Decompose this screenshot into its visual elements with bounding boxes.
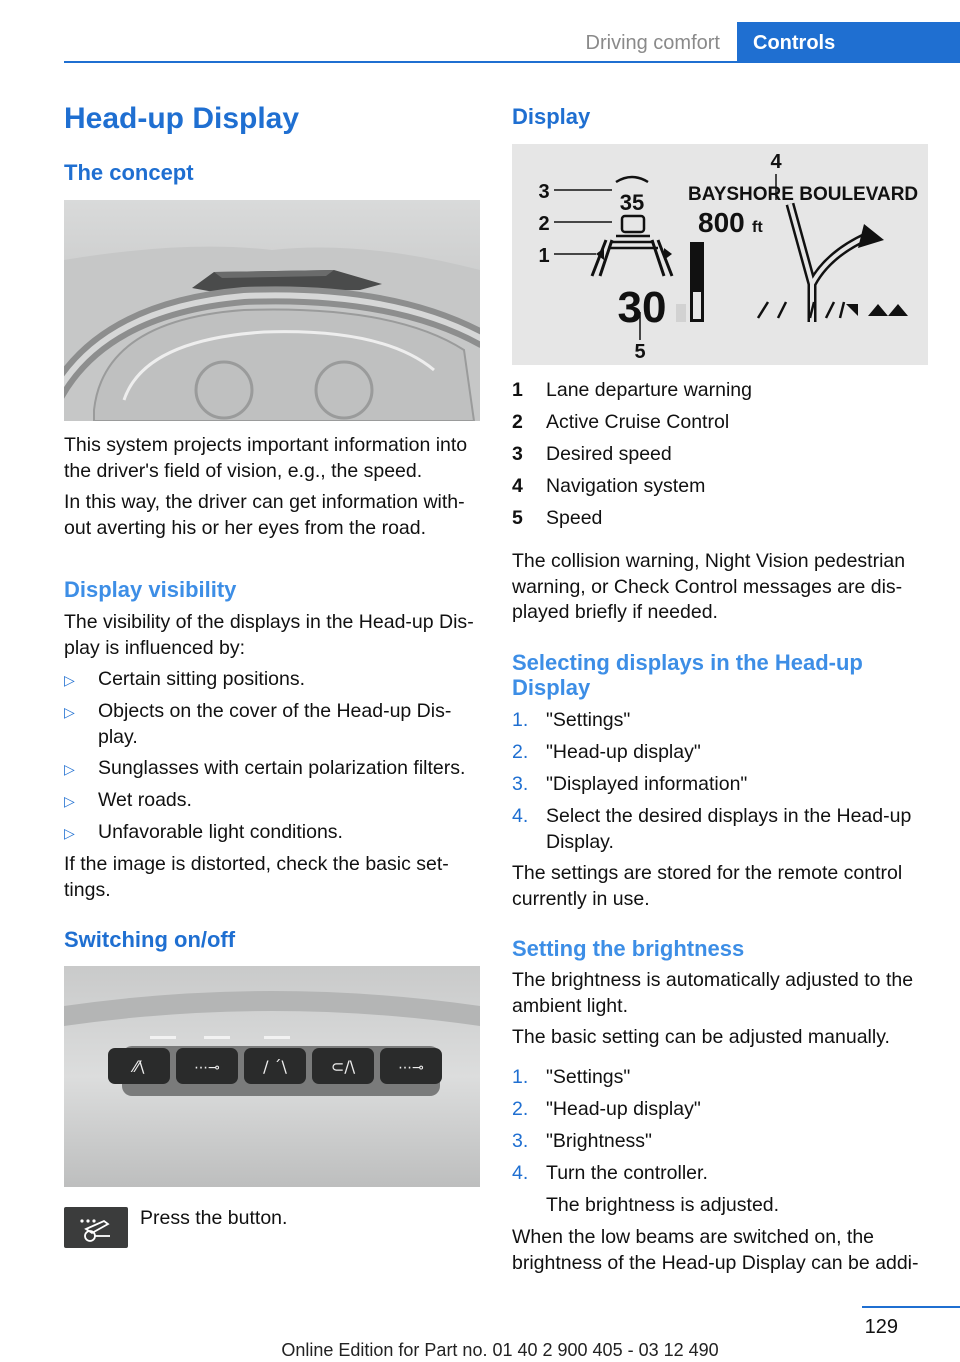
list-item: ▷ Unfavorable light conditions.: [64, 820, 484, 846]
list-item: 4. Select the desired displays in the Head-up Display.: [512, 805, 912, 853]
edition-footer: Online Edition for Part no. 01 40 2 900 405 - 03 12 490: [281, 1340, 719, 1360]
brightness-heading: Setting the brightness: [512, 936, 745, 961]
list-item: 2. "Head-up display": [512, 741, 701, 763]
callout-5: 5: [634, 341, 646, 363]
list-item: 1. "Settings": [512, 1066, 631, 1088]
callout-1: 1: [538, 245, 550, 267]
bullet-triangle-icon: ▷: [64, 704, 75, 720]
list-item: 1 Lane departure warning: [512, 379, 752, 401]
list-item: 3. "Displayed information": [512, 773, 748, 795]
select-heading: Selecting displays in the Head-up Display: [512, 650, 863, 700]
list-item: ▷ Sunglasses with certain polarization filters.: [64, 756, 484, 782]
list-item: ▷ Wet roads.: [64, 788, 484, 814]
list-item: 1. "Settings": [512, 709, 631, 731]
hud-button-icon: [64, 1207, 128, 1248]
brightness-paragraph-1: The brightness is automatically adjusted to the ambient light.: [512, 969, 914, 1017]
list-item: 3 Desired speed: [512, 443, 672, 465]
bullet-triangle-icon: ▷: [64, 793, 75, 809]
callout-4: 4: [770, 151, 782, 173]
header-tab: Controls: [737, 22, 960, 63]
visibility-paragraph: The visibility of the displays in the Head-up Display is influenced by:: [64, 611, 474, 659]
visibility-heading: Display visibility: [64, 577, 237, 602]
switch-heading: Switching on/off: [64, 927, 236, 952]
list-item: 5 Speed: [512, 507, 603, 529]
callout-2: 2: [538, 213, 550, 235]
current-speed: 30: [617, 283, 667, 332]
svg-text:⋯⊸: ⋯⊸: [194, 1060, 220, 1076]
svg-text:⊂/\: ⊂/\: [330, 1057, 356, 1076]
nav-distance: 800: [698, 207, 745, 238]
header-rule: [64, 61, 960, 63]
collision-paragraph: The collision warning, Night Vision pedestrian warning, or Check Control messages are displayed briefly if needed.: [512, 550, 906, 623]
svg-text:⋯⊸: ⋯⊸: [398, 1060, 424, 1076]
list-item: ▷ Certain sitting positions.: [64, 667, 484, 693]
hud-display-diagram: [512, 144, 928, 365]
concept-heading: The concept: [64, 160, 194, 185]
footer-rule: [862, 1306, 960, 1308]
distorted-paragraph: If the image is distorted, check the basic settings.: [64, 853, 449, 901]
button-panel-image: [64, 966, 480, 1187]
bullet-triangle-icon: ▷: [64, 761, 75, 777]
stored-paragraph: The settings are stored for the remote control currently in use.: [512, 862, 903, 910]
svg-text:⁄⁄\: ⁄⁄\: [133, 1057, 145, 1076]
concept-paragraph-2: In this way, the driver can get information without averting his or her eyes from the road.: [64, 491, 465, 539]
display-heading: Display: [512, 104, 591, 129]
page-number: 129: [864, 1316, 898, 1338]
nav-unit: ft: [752, 219, 763, 236]
hud-dashboard-image: [64, 200, 480, 421]
desired-speed: 35: [619, 190, 645, 215]
callout-3: 3: [538, 181, 550, 203]
concept-paragraph-1: This system projects important information into the driver's field of vision, e.g., the speed.: [64, 434, 468, 482]
bullet-triangle-icon: ▷: [64, 825, 75, 841]
list-item: 2. "Head-up display": [512, 1098, 701, 1120]
bullet-triangle-icon: ▷: [64, 672, 75, 688]
svg-text:/ ˊ\: / ˊ\: [263, 1057, 287, 1076]
street-name: BAYSHORE BOULEVARD: [688, 184, 919, 205]
list-item: ▷ Objects on the cover of the Head-up Display.: [64, 700, 452, 748]
press-button-text: Press the button.: [140, 1207, 288, 1229]
brightness-result: The brightness is adjusted.: [546, 1194, 780, 1216]
page-title: Head-up Display: [64, 102, 300, 135]
header-section: Driving comfort: [585, 32, 720, 54]
list-item: 4 Navigation system: [512, 475, 706, 497]
list-item: 3. "Brightness": [512, 1130, 652, 1152]
list-item: 4. Turn the controller.: [512, 1162, 708, 1184]
lowbeam-paragraph: When the low beams are switched on, the brightness of the Head-up Display can be addi-: [512, 1226, 919, 1274]
list-item: 2 Active Cruise Control: [512, 411, 730, 433]
brightness-paragraph-2: The basic setting can be adjusted manually.: [512, 1026, 890, 1048]
